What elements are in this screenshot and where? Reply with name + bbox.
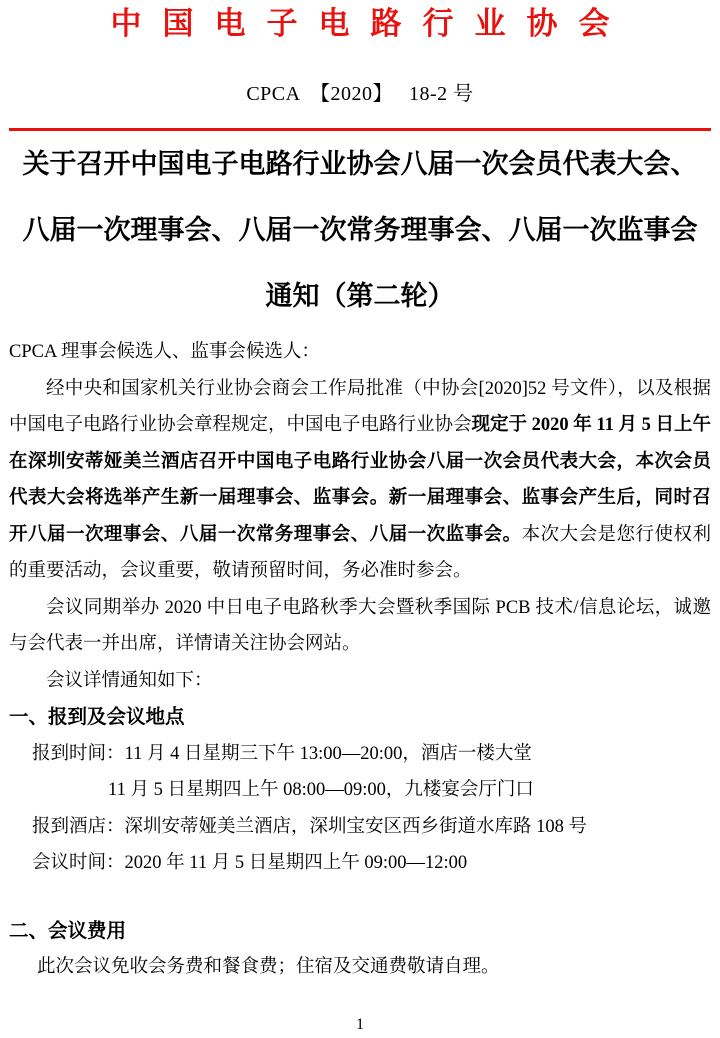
salutation: CPCA 理事会候选人、监事会候选人：: [9, 342, 320, 362]
registration-hotel-line: 报到酒店：深圳安蒂娅美兰酒店，深圳宝安区西乡街道水库路 108 号: [32, 816, 588, 837]
section-2-heading: 二、会议费用: [9, 919, 127, 942]
paragraph-1: [9, 371, 711, 590]
paragraph-1-normal-tail: 本次大会是您行使权利的重要活动，会议重要，敬请预留时间，务必准时参会。: [9, 524, 711, 581]
doc-number: CPCA 【2020】 18-2 号: [246, 83, 474, 105]
title-line-1: 关于召开中国电子电路行业协会八届一次会员代表大会、: [22, 149, 698, 179]
meeting-time-line: 会议时间：2020 年 11 月 5 日星期四上午 09:00—12:00: [32, 853, 468, 873]
title-line-2: 八届一次理事会、八届一次常务理事会、八届一次监事会: [22, 215, 698, 245]
section-1-heading: 一、报到及会议地点: [9, 706, 185, 728]
page-number: 1: [356, 1016, 364, 1033]
paragraph-3: 会议详情通知如下：: [46, 670, 213, 691]
document-body: [9, 334, 711, 986]
registration-time-line-2: 11 月 5 日星期四上午 08:00—09:00，九楼宴会厅门口: [108, 780, 534, 800]
registration-time-line-1: 报到时间：11 月 4 日星期三下午 13:00—20:00，酒店一楼大堂: [32, 743, 532, 764]
org-letterhead-title: 中国电子电路行业协会: [110, 6, 631, 41]
meeting-fee-line: 此次会议免收会务费和餐食费；住宿及交通费敬请自理。: [37, 957, 500, 977]
document-title: [9, 131, 711, 329]
paragraph-2: 会议同期举办 2020 中日电子电路秋季大会暨秋季国际 PCB 技术/信息论坛，诚邀与会代表一并出席，详情请关注协会网站。: [9, 597, 711, 654]
paragraph-1-bold-segment: 现定于 2020 年 11 月 5 日上午在深圳安蒂娅美兰酒店召开中国电子电路行业协会八届一次会员代表大会，本次会员代表大会将选举产生新一届理事会、监事会。新一届理事会、监事会产生后，同时召开八届一次理事会、八届一次常务理事会、八届一次监事会。: [9, 415, 711, 545]
title-line-3: 通知（第二轮）: [265, 281, 455, 311]
paragraph-1-normal-lead: 经中央和国家机关行业协会商会工作局批准（中协会[2020]52 号文件），以及根据中国电子电路行业协会章程规定，中国电子电路行业协会: [9, 378, 711, 435]
